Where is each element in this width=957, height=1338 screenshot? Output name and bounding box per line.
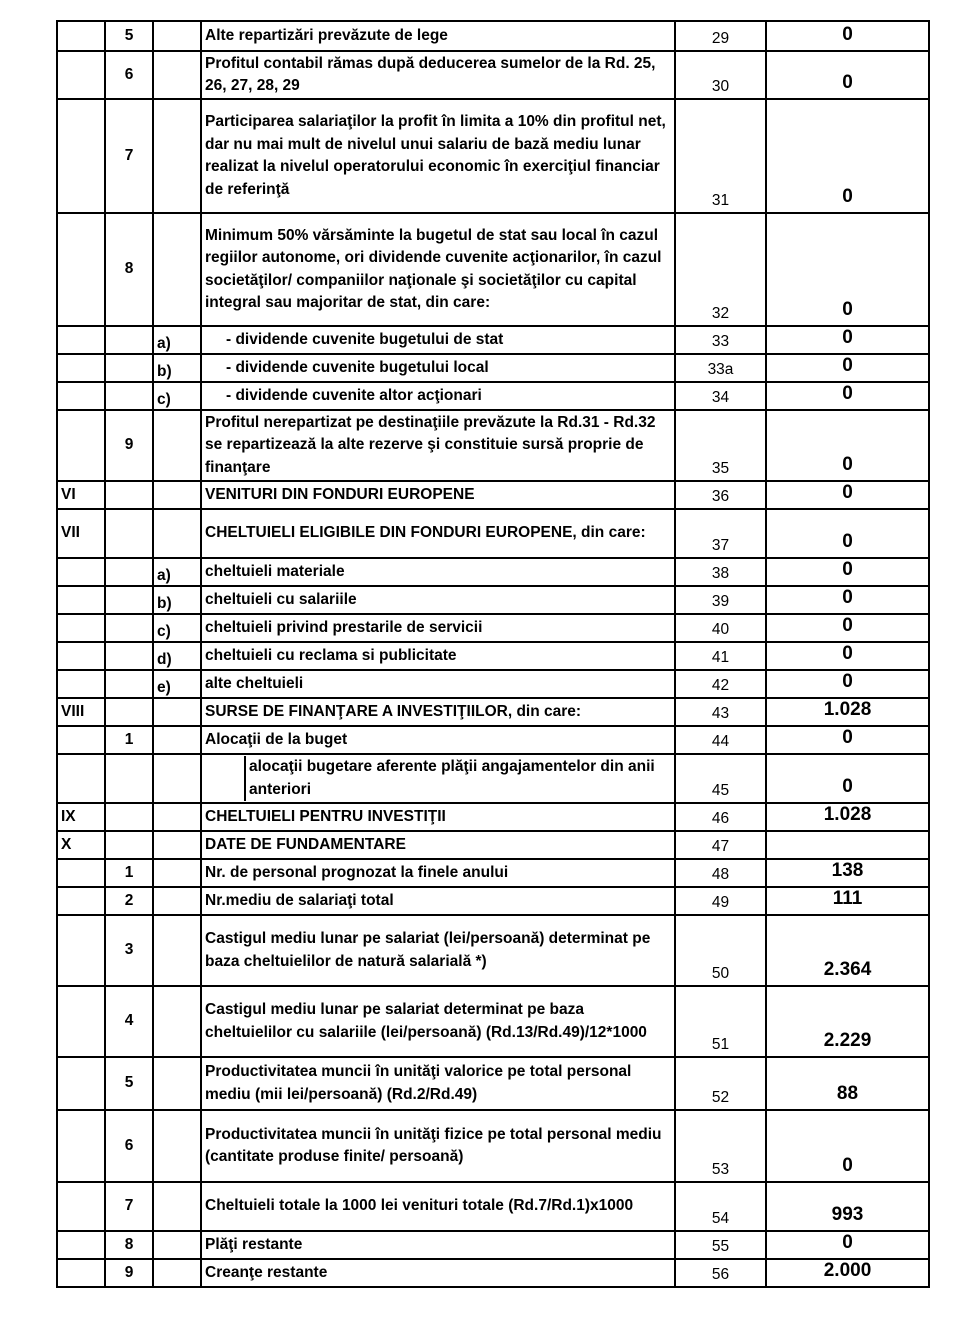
- value-cell: [766, 915, 929, 986]
- section-roman-cell: [57, 213, 105, 326]
- section-roman-cell: [57, 754, 105, 803]
- sub-item-letter-cell: [153, 586, 201, 614]
- value-cell-text: 138: [831, 860, 864, 881]
- section-roman-cell: [57, 915, 105, 986]
- row-code-cell: 41: [675, 642, 766, 670]
- item-number-cell: [105, 509, 153, 558]
- value-cell: [766, 831, 929, 859]
- value-cell-text: 0: [842, 776, 853, 797]
- section-roman-cell: [57, 1110, 105, 1182]
- value-cell: [766, 698, 929, 726]
- row-code-cell: 42: [675, 670, 766, 698]
- row-code-cell: 54: [675, 1182, 766, 1231]
- row-code-cell: 35: [675, 410, 766, 481]
- row-code-cell: 53: [675, 1110, 766, 1182]
- value-cell: [766, 1057, 929, 1110]
- description-cell: Plăţi restante: [201, 1231, 675, 1259]
- description-cell: CHELTUIELI PENTRU INVESTIŢII: [201, 803, 675, 831]
- item-number-cell: 9: [105, 1259, 153, 1287]
- description-cell: Nr.mediu de salariaţi total: [201, 887, 675, 915]
- value-cell-text: 111: [832, 888, 863, 909]
- value-cell-text: 0: [842, 383, 853, 404]
- table-row: [57, 614, 929, 642]
- value-cell-text: 1.028: [823, 804, 872, 825]
- item-number-cell: [105, 586, 153, 614]
- financial-table-sheet: [56, 20, 930, 1288]
- description-cell: Profitul contabil rămas după deducerea sumelor de la Rd. 25, 26, 27, 28, 29: [201, 51, 675, 99]
- value-cell-text: 2.000: [823, 1260, 872, 1281]
- row-code-cell: 33a: [675, 354, 766, 382]
- section-roman-cell: [57, 1259, 105, 1287]
- value-cell: [766, 726, 929, 754]
- section-roman-cell: [57, 382, 105, 410]
- description-cell: - dividende cuvenite bugetului de stat: [201, 326, 675, 354]
- section-roman-cell: [57, 51, 105, 99]
- table-row: [57, 99, 929, 213]
- value-cell-text: 88: [836, 1083, 859, 1104]
- description-cell: cheltuieli cu salariile: [201, 586, 675, 614]
- sub-item-letter-cell: [153, 1057, 201, 1110]
- section-roman-cell: [57, 726, 105, 754]
- description-cell: Cheltuieli totale la 1000 lei venituri totale (Rd.7/Rd.1)x1000: [201, 1182, 675, 1231]
- sub-item-letter-cell-text: b): [157, 362, 172, 380]
- sub-item-letter-cell: [153, 382, 201, 410]
- value-cell: [766, 1110, 929, 1182]
- row-code-cell: 52: [675, 1057, 766, 1110]
- row-code-cell: 47: [675, 831, 766, 859]
- value-cell: [766, 859, 929, 887]
- item-number-cell: 6: [105, 1110, 153, 1182]
- sub-item-letter-cell: [153, 1259, 201, 1287]
- financial-indicators-table: [56, 20, 930, 1288]
- value-cell: [766, 1182, 929, 1231]
- sub-item-letter-cell: [153, 915, 201, 986]
- row-code-cell: 50: [675, 915, 766, 986]
- sub-item-letter-cell: [153, 887, 201, 915]
- row-code-cell: 43: [675, 698, 766, 726]
- sub-item-letter-cell-text: e): [157, 678, 171, 696]
- value-cell: [766, 21, 929, 51]
- description-cell: Alocaţii de la buget: [201, 726, 675, 754]
- description-cell: cheltuieli materiale: [201, 558, 675, 586]
- table-row: [57, 21, 929, 51]
- description-cell: Creanţe restante: [201, 1259, 675, 1287]
- value-cell: [766, 213, 929, 326]
- item-number-cell: 2: [105, 887, 153, 915]
- section-roman-cell: [57, 887, 105, 915]
- table-row: [57, 859, 929, 887]
- section-roman-cell: [57, 21, 105, 51]
- description-cell: DATE DE FUNDAMENTARE: [201, 831, 675, 859]
- value-cell: [766, 670, 929, 698]
- section-roman-cell: VIII: [57, 698, 105, 726]
- section-roman-cell: [57, 558, 105, 586]
- item-number-cell: 8: [105, 213, 153, 326]
- table-row: [57, 410, 929, 481]
- row-code-cell: 31: [675, 99, 766, 213]
- description-cell: - dividende cuvenite altor acţionari: [201, 382, 675, 410]
- row-code-cell: 32: [675, 213, 766, 326]
- table-row: [57, 754, 929, 803]
- item-number-cell: [105, 382, 153, 410]
- value-cell-text: 0: [842, 531, 853, 552]
- table-row: [57, 354, 929, 382]
- table-row: [57, 915, 929, 986]
- description-cell: [201, 754, 675, 803]
- sub-item-letter-cell-text: d): [157, 650, 172, 668]
- section-roman-cell: [57, 1057, 105, 1110]
- description-cell: Alte repartizări prevăzute de lege: [201, 21, 675, 51]
- sub-item-letter-cell: [153, 670, 201, 698]
- value-cell: [766, 410, 929, 481]
- value-cell-text: 0: [842, 327, 853, 348]
- section-roman-cell: VI: [57, 481, 105, 509]
- sub-item-letter-cell-text: a): [157, 334, 171, 352]
- item-number-cell: 5: [105, 21, 153, 51]
- value-cell: [766, 986, 929, 1057]
- value-cell: [766, 51, 929, 99]
- item-number-cell: [105, 558, 153, 586]
- value-cell: [766, 1259, 929, 1287]
- sub-item-letter-cell: [153, 326, 201, 354]
- row-code-cell: 34: [675, 382, 766, 410]
- sub-item-letter-cell-text: c): [157, 622, 171, 640]
- table-row: [57, 51, 929, 99]
- item-number-cell: 3: [105, 915, 153, 986]
- item-number-cell: [105, 803, 153, 831]
- value-cell-text: 0: [842, 482, 853, 503]
- value-cell-text: 0: [842, 454, 853, 475]
- item-number-cell: 7: [105, 1182, 153, 1231]
- section-roman-cell: [57, 1182, 105, 1231]
- item-number-cell: 4: [105, 986, 153, 1057]
- table-row: [57, 586, 929, 614]
- sub-item-letter-cell: [153, 859, 201, 887]
- value-cell: [766, 354, 929, 382]
- value-cell-text: 0: [842, 559, 853, 580]
- value-cell-text: 0: [842, 727, 853, 748]
- value-cell-text: 0: [842, 1232, 853, 1253]
- description-cell: cheltuieli cu reclama si publicitate: [201, 642, 675, 670]
- row-code-cell: 55: [675, 1231, 766, 1259]
- table-row: [57, 887, 929, 915]
- sub-item-letter-cell: [153, 481, 201, 509]
- item-number-cell: [105, 754, 153, 803]
- item-number-cell: 9: [105, 410, 153, 481]
- table-row: [57, 670, 929, 698]
- value-cell-text: 0: [842, 671, 853, 692]
- table-row: [57, 726, 929, 754]
- item-number-cell: [105, 481, 153, 509]
- value-cell: [766, 754, 929, 803]
- value-cell-text: 2.364: [823, 959, 872, 980]
- table-row: [57, 1182, 929, 1231]
- value-cell: [766, 382, 929, 410]
- value-cell-text: 0: [842, 72, 853, 93]
- section-roman-cell: [57, 642, 105, 670]
- value-cell-text: 1.028: [823, 699, 872, 720]
- value-cell-text: 0: [842, 587, 853, 608]
- description-cell: - dividende cuvenite bugetului local: [201, 354, 675, 382]
- sub-item-letter-cell: [153, 21, 201, 51]
- section-roman-cell: [57, 986, 105, 1057]
- table-row: [57, 558, 929, 586]
- item-number-cell: 7: [105, 99, 153, 213]
- description-cell: Castigul mediu lunar pe salariat determinat pe baza cheltuielilor cu salariile (lei/persoană) (Rd.13/Rd.49)/12*1000: [201, 986, 675, 1057]
- table-row: [57, 1110, 929, 1182]
- table-row: [57, 986, 929, 1057]
- sub-item-letter-cell: [153, 1231, 201, 1259]
- sub-item-letter-cell: [153, 642, 201, 670]
- sub-item-letter-cell: [153, 1182, 201, 1231]
- sub-item-letter-cell-text: a): [157, 566, 171, 584]
- item-number-cell: [105, 614, 153, 642]
- value-cell-text: 993: [831, 1204, 864, 1225]
- description-cell: alte cheltuieli: [201, 670, 675, 698]
- row-code-cell: 40: [675, 614, 766, 642]
- row-code-cell: 48: [675, 859, 766, 887]
- value-cell-text: 0: [842, 1155, 853, 1176]
- value-cell: [766, 586, 929, 614]
- value-cell-text: 0: [842, 643, 853, 664]
- row-code-cell: 51: [675, 986, 766, 1057]
- value-cell-text: 0: [842, 186, 853, 207]
- table-row: [57, 481, 929, 509]
- sub-item-letter-cell: [153, 698, 201, 726]
- item-number-cell: 6: [105, 51, 153, 99]
- value-cell: [766, 887, 929, 915]
- description-cell: cheltuieli privind prestarile de servicii: [201, 614, 675, 642]
- table-row: [57, 642, 929, 670]
- item-number-cell: 1: [105, 726, 153, 754]
- description-cell: Minimum 50% vărsăminte la bugetul de stat sau local în cazul regiilor autonome, ori dividende cuvenite acţionarilor, în cazul societăţilor/ companiilor naţionale şi societăţilor cu capital integral sau majoritar de stat, din care:: [201, 213, 675, 326]
- description-cell: Productivitatea muncii în unităţi fizice pe total personal mediu (cantitate produse finite/ persoană): [201, 1110, 675, 1182]
- item-number-cell: 1: [105, 859, 153, 887]
- sub-item-letter-cell: [153, 509, 201, 558]
- row-code-cell: 29: [675, 21, 766, 51]
- row-code-cell: 45: [675, 754, 766, 803]
- row-code-cell: 46: [675, 803, 766, 831]
- row-code-cell: 39: [675, 586, 766, 614]
- item-number-cell: 8: [105, 1231, 153, 1259]
- section-roman-cell: [57, 670, 105, 698]
- value-cell-text: 0: [842, 355, 853, 376]
- item-number-cell: [105, 354, 153, 382]
- sub-item-letter-cell: [153, 213, 201, 326]
- table-row: [57, 1259, 929, 1287]
- item-number-cell: [105, 698, 153, 726]
- table-row: [57, 326, 929, 354]
- sub-item-letter-cell: [153, 726, 201, 754]
- value-cell: [766, 558, 929, 586]
- sub-item-letter-cell: [153, 558, 201, 586]
- sub-item-letter-cell: [153, 803, 201, 831]
- description-text: alocaţii bugetare aferente plăţii angajamentelor din anii anteriori: [249, 758, 655, 798]
- table-row: [57, 698, 929, 726]
- row-code-cell: 44: [675, 726, 766, 754]
- row-code-cell: 36: [675, 481, 766, 509]
- section-roman-cell: X: [57, 831, 105, 859]
- description-cell: SURSE DE FINANŢARE A INVESTIŢIILOR, din care:: [201, 698, 675, 726]
- item-number-cell: 5: [105, 1057, 153, 1110]
- sub-item-letter-cell: [153, 410, 201, 481]
- sub-item-letter-cell: [153, 986, 201, 1057]
- section-roman-cell: [57, 410, 105, 481]
- value-cell-text: 0: [842, 299, 853, 320]
- description-cell: Castigul mediu lunar pe salariat (lei/persoană) determinat pe baza cheltuielilor de natură salarială *): [201, 915, 675, 986]
- item-number-cell: [105, 831, 153, 859]
- description-cell: Participarea salariaţilor la profit în limita a 10% din profitul net, dar nu mai mult de nivelul unui salariu de bază mediu lunar realizat la nivelul operatorului economic în exerciţiul financiar de referinţă: [201, 99, 675, 213]
- row-code-cell: 49: [675, 887, 766, 915]
- table-row: [57, 803, 929, 831]
- description-cell: VENITURI DIN FONDURI EUROPENE: [201, 481, 675, 509]
- sub-item-letter-cell: [153, 51, 201, 99]
- row-code-cell: 56: [675, 1259, 766, 1287]
- section-roman-cell: [57, 99, 105, 213]
- value-cell: [766, 481, 929, 509]
- value-cell: [766, 803, 929, 831]
- value-cell: [766, 614, 929, 642]
- item-number-cell: [105, 326, 153, 354]
- section-roman-cell: [57, 586, 105, 614]
- table-row: [57, 831, 929, 859]
- value-cell: [766, 509, 929, 558]
- item-number-cell: [105, 642, 153, 670]
- section-roman-cell: [57, 614, 105, 642]
- section-roman-cell: IX: [57, 803, 105, 831]
- table-row: [57, 1231, 929, 1259]
- value-cell: [766, 642, 929, 670]
- sub-item-letter-cell: [153, 99, 201, 213]
- row-code-cell: 30: [675, 51, 766, 99]
- section-roman-cell: VII: [57, 509, 105, 558]
- blank-subcell: [202, 756, 246, 801]
- table-row: [57, 213, 929, 326]
- row-code-cell: 38: [675, 558, 766, 586]
- value-cell: [766, 1231, 929, 1259]
- table-row: [57, 509, 929, 558]
- description-cell: Nr. de personal prognozat la finele anului: [201, 859, 675, 887]
- value-cell-text: 0: [842, 24, 853, 45]
- sub-item-letter-cell-text: c): [157, 390, 171, 408]
- section-roman-cell: [57, 354, 105, 382]
- sub-item-letter-cell: [153, 354, 201, 382]
- row-code-cell: 33: [675, 326, 766, 354]
- sub-item-letter-cell: [153, 831, 201, 859]
- value-cell-text: 2.229: [823, 1030, 872, 1051]
- sub-item-letter-cell: [153, 614, 201, 642]
- table-row: [57, 382, 929, 410]
- section-roman-cell: [57, 1231, 105, 1259]
- description-cell: Profitul nerepartizat pe destinaţiile prevăzute la Rd.31 - Rd.32 se repartizează la alte rezerve şi constituie sursă proprie de finanţare: [201, 410, 675, 481]
- row-code-cell: 37: [675, 509, 766, 558]
- description-cell: CHELTUIELI ELIGIBILE DIN FONDURI EUROPENE, din care:: [201, 509, 675, 558]
- value-cell-text: 0: [842, 615, 853, 636]
- sub-item-letter-cell-text: b): [157, 594, 172, 612]
- description-cell: Productivitatea muncii în unităţi valorice pe total personal mediu (mii lei/persoană) (Rd.2/Rd.49): [201, 1057, 675, 1110]
- section-roman-cell: [57, 326, 105, 354]
- table-row: [57, 1057, 929, 1110]
- sub-item-letter-cell: [153, 754, 201, 803]
- value-cell: [766, 99, 929, 213]
- sub-item-letter-cell: [153, 1110, 201, 1182]
- section-roman-cell: [57, 859, 105, 887]
- value-cell: [766, 326, 929, 354]
- item-number-cell: [105, 670, 153, 698]
